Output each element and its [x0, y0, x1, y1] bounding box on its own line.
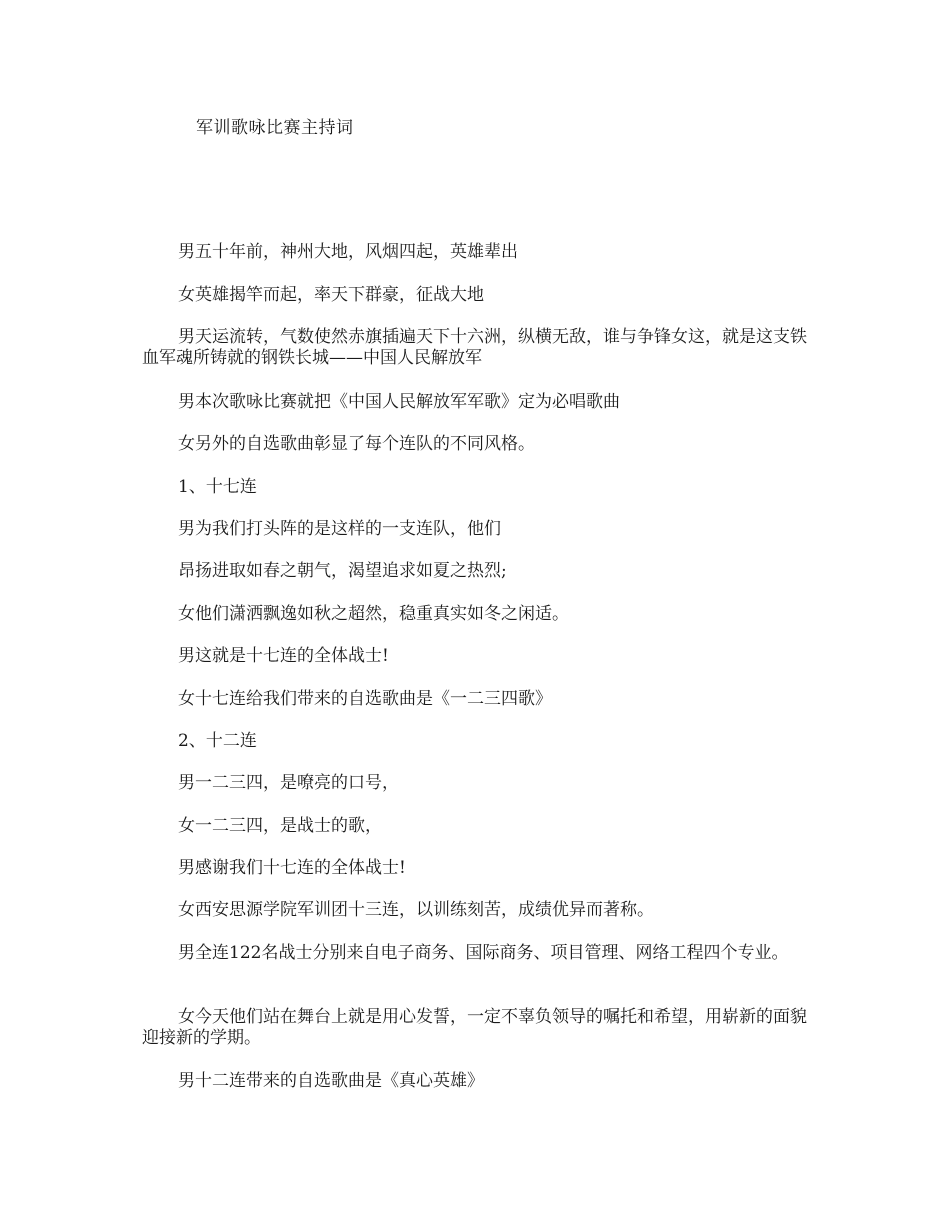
paragraph: 男五十年前，神州大地，风烟四起，英雄辈出 [178, 242, 518, 262]
paragraph: 女另外的自选歌曲彰显了每个连队的不同风格。 [178, 434, 535, 454]
paragraph: 女一二三四，是战士的歌， [178, 816, 382, 836]
paragraph: 男十二连带来的自选歌曲是《真心英雄》 [178, 1071, 484, 1091]
paragraph: 女今天他们站在舞台上就是用心发誓，一定不辜负领导的嘱托和希望，用崭新的面貌迎接新的学期。 [142, 1007, 807, 1048]
paragraph: 男本次歌咏比赛就把《中国人民解放军军歌》定为必唱歌曲 [178, 392, 620, 412]
paragraph: 女十七连给我们带来的自选歌曲是《一二三四歌》 [178, 689, 552, 709]
section-heading: 2、十二连 [178, 731, 257, 751]
paragraph: 男这就是十七连的全体战士! [178, 646, 389, 666]
paragraph: 女英雄揭竿而起，率天下群豪，征战大地 [178, 285, 484, 305]
section-heading: 1、十七连 [178, 477, 257, 497]
paragraph: 男一二三四，是嘹亮的口号， [178, 773, 399, 793]
paragraph: 女他们潇洒飘逸如秋之超然，稳重真实如冬之闲适。 [178, 604, 569, 624]
paragraph: 男感谢我们十七连的全体战士! [178, 858, 406, 878]
paragraph: 男全连122名战士分别来自电子商务、国际商务、项目管理、网络工程四个专业。 [178, 943, 789, 963]
document-title: 军训歌咏比赛主持词 [196, 118, 354, 138]
paragraph: 女西安思源学院军训团十三连，以训练刻苦，成绩优异而著称。 [178, 900, 654, 920]
paragraph: 男天运流转，气数使然赤旗插遍天下十六洲，纵横无敌，谁与争锋女这，就是这支铁血军魂所铸就的钢铁长城——中国人民解放军 [142, 327, 807, 368]
paragraph: 男为我们打头阵的是这样的一支连队，他们 [178, 519, 501, 539]
paragraph: 昂扬进取如春之朝气，渴望追求如夏之热烈; [178, 561, 507, 581]
